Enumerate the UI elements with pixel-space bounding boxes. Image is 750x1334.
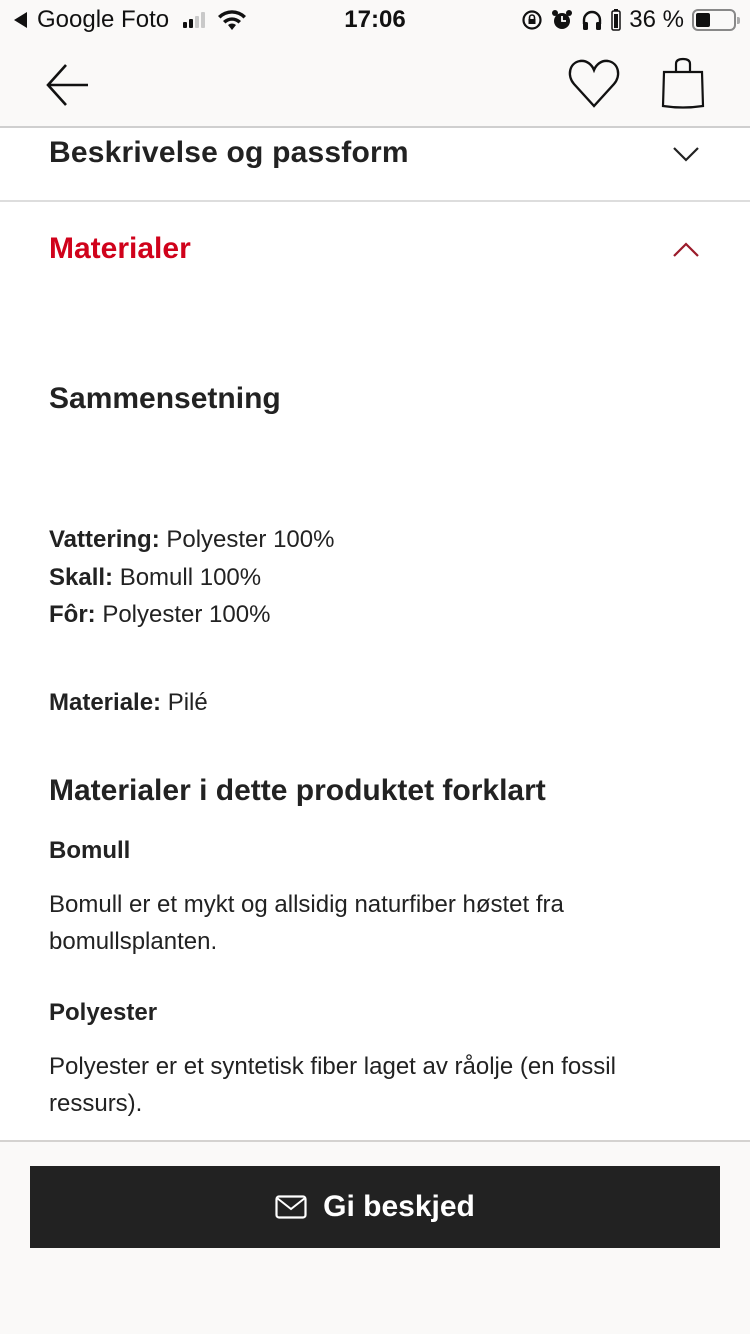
composition-label: Skall:: [49, 564, 114, 591]
envelope-icon: [275, 1195, 307, 1219]
notify-me-button[interactable]: [30, 1166, 720, 1248]
back-arrow-icon[interactable]: [44, 60, 94, 110]
heart-icon[interactable]: [566, 58, 622, 110]
status-time: 17:06: [344, 6, 406, 33]
composition-heading: Sammensetning: [49, 382, 281, 415]
accordion-materials[interactable]: [0, 202, 750, 300]
status-bar: [0, 0, 750, 42]
composition-value: Bomull 100%: [113, 564, 262, 591]
materials-explained-heading: Materialer i dette produktet forklart: [49, 774, 546, 807]
alarm-icon: [551, 9, 573, 31]
chevron-up-icon: [672, 240, 700, 260]
material-line: [49, 689, 208, 717]
material-description-polyester: Polyester er et syntetisk fiber laget av råolje (en fossil ressurs).: [49, 1053, 616, 1117]
top-nav-bar: [0, 42, 750, 128]
composition-line: [49, 564, 261, 592]
headphone-battery-icon: [611, 9, 621, 31]
status-bar-right: [521, 6, 736, 34]
chevron-down-icon: [672, 144, 700, 164]
headphones-icon: [581, 9, 603, 31]
material-name-polyester: Polyester: [49, 999, 158, 1026]
sticky-footer: [0, 1140, 750, 1334]
composition-line: [49, 601, 270, 629]
accordion-title-materials: Materialer: [49, 232, 191, 265]
notify-me-label: Gi beskjed: [323, 1190, 475, 1223]
material-description-bomull: Bomull er et mykt og allsidig naturfiber høstet fra bomullsplanten.: [49, 891, 564, 955]
battery-percent: 36 %: [629, 6, 684, 33]
material-label: Materiale:: [49, 689, 162, 716]
material-name-bomull: Bomull: [49, 837, 131, 864]
accordion-description-fit[interactable]: [0, 128, 750, 202]
shopping-bag-icon[interactable]: [660, 56, 706, 110]
composition-label: Fôr:: [49, 601, 96, 628]
material-value: Pilé: [161, 689, 208, 716]
composition-label: Vattering:: [49, 526, 160, 553]
composition-value: Polyester 100%: [159, 526, 335, 553]
composition-value: Polyester 100%: [95, 601, 271, 628]
rotation-lock-icon: [521, 9, 543, 31]
composition-line: [49, 526, 334, 554]
battery-icon: [692, 9, 736, 31]
back-to-app-label[interactable]: Google Foto: [37, 6, 170, 33]
accordion-title-description: Beskrivelse og passform: [49, 136, 409, 169]
product-details-content: [0, 128, 750, 1140]
